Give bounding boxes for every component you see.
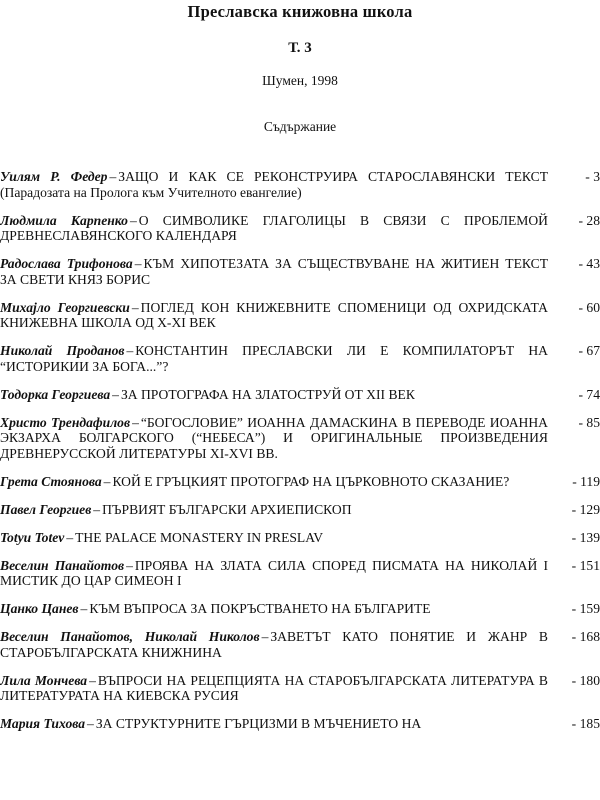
page-number: - 74 xyxy=(578,386,600,402)
separator: – xyxy=(112,386,119,402)
page-number: - 168 xyxy=(571,629,600,644)
page-number: - 3 xyxy=(585,169,600,184)
separator: – xyxy=(87,716,94,731)
entry-title: ЗА СТРУКТУРНИТЕ ГЪРЦИЗМИ В МЪЧЕНИЕТО НА xyxy=(95,716,422,731)
toc-entry xyxy=(0,169,600,200)
separator: – xyxy=(129,212,137,228)
entry-title: КЪМ ВЪПРОСА ЗА ПОКРЪСТВАНЕТО НА БЪЛГАРИТЕ xyxy=(89,601,431,616)
entry-author: Людмила Карпенко xyxy=(0,212,128,228)
page-number: - 129 xyxy=(571,501,600,517)
toc-entry xyxy=(0,716,600,732)
entry-title: THE PALACE MONASTERY IN PRESLAV xyxy=(75,529,324,545)
entry-author: Павел Георгиев xyxy=(0,501,92,517)
volume-number: Т. 3 xyxy=(288,40,312,56)
entry-title: КОЙ Е ГРЪЦКИЯТ ПРОТОГРАФ НА ЦЪРКОВНОТО СКАЗАНИЕ? xyxy=(112,473,510,489)
toc-entry xyxy=(0,256,600,287)
entry-title: ЗАЩО И КАК СЕ РЕКОНСТРУИРА СТАРОСЛАВЯНСКИ ТЕКСТ (Парадозата на Пролога към Учителното евангелие) xyxy=(0,169,548,200)
toc-entry xyxy=(0,213,600,244)
separator: – xyxy=(126,557,133,573)
place-and-year: Шумен, 1998 xyxy=(262,73,338,88)
toc-entry xyxy=(0,502,600,518)
page-number: - 119 xyxy=(572,473,600,489)
separator: – xyxy=(261,629,269,644)
separator: – xyxy=(89,672,96,688)
entry-author: Лила Мончева xyxy=(0,672,88,688)
separator: – xyxy=(109,169,117,184)
page-number: - 28 xyxy=(578,212,600,228)
page-number: - 60 xyxy=(578,299,600,315)
entry-author: Грета Стоянова xyxy=(0,473,102,489)
toc-entry xyxy=(0,343,600,374)
entry-title: КЪМ ХИПОТЕЗАТА ЗА СЪЩЕСТВУВАНЕ НА ЖИТИЕН ТЕКСТ ЗА СВЕТИ КНЯЗ БОРИС xyxy=(0,256,549,287)
entry-title: ВЪПРОСИ НА РЕЦЕПЦИЯТА НА СТАРОБЪЛГАРСКАТА ЛИТЕРАТУРА В ЛИТЕРАТУРАТА НА КИЕВСКА РУСИЯ xyxy=(0,672,549,703)
separator: – xyxy=(132,414,139,430)
entry-author: Михајло Георгиевски xyxy=(0,299,130,315)
toc-entry xyxy=(0,629,600,660)
toc-entry xyxy=(0,387,600,403)
page-number: - 139 xyxy=(571,529,600,545)
separator: – xyxy=(126,343,134,358)
toc-entry xyxy=(0,474,600,490)
entry-author: Тодорка Георгиева xyxy=(0,386,111,402)
entry-author: Цанко Цанев xyxy=(0,601,79,616)
toc-entry xyxy=(0,673,600,704)
toc-entry xyxy=(0,558,600,589)
entry-title: ЗА ПРОТОГРАФА НА ЗЛАТОСТРУЙ ОТ XII ВЕК xyxy=(120,386,415,402)
toc-entry xyxy=(0,300,600,331)
entry-author: Мария Тихова xyxy=(0,716,86,731)
separator: – xyxy=(66,529,74,545)
contents-heading: Съдържание xyxy=(263,119,337,134)
entry-author: Николай Проданов xyxy=(0,343,125,358)
entry-title: ПРОЯВА НА ЗЛАТА СИЛА СПОРЕД ПИСМАТА НА НИКОЛАЙ I МИСТИК ДО ЦАР СИМЕОН I xyxy=(0,557,548,588)
entry-author: Уилям Р. Федер xyxy=(0,169,108,184)
separator: – xyxy=(80,601,88,616)
entry-title: ЗАВЕТЪТ КАТО ПОНЯТИЕ И ЖАНР В СТАРОБЪЛГАРСКАТА КНИЖНИНА xyxy=(0,629,548,660)
entry-author: Веселин Панайотов xyxy=(0,557,125,573)
entry-title: “БОГОСЛОВИЕ” ИОАННА ДАМАСКИНА В ПЕРЕВОДЕ ИОАННА ЭКЗАРХА БОЛГАРСКОГО (“НЕБЕСА”) И ОРИГИНАЛЬНЫЕ ПРОИЗВЕДЕНИЯ ДРЕВНЕРУССКОЙ ЛИТЕРАТУРЫ XI-XVI ВВ. xyxy=(0,414,548,461)
entry-title: ПЪРВИЯТ БЪЛГАРСКИ АРХИЕПИСКОП xyxy=(102,501,352,517)
page-number: - 67 xyxy=(578,343,600,358)
page-number: - 185 xyxy=(571,716,600,731)
page-number: - 151 xyxy=(571,557,600,573)
page-number: - 180 xyxy=(571,672,600,688)
entry-author: Христо Трендафилов xyxy=(0,414,131,430)
entry-title: О СИМВОЛИКЕ ГЛАГОЛИЦЫ В СВЯЗИ С ПРОБЛЕМОЙ ДРЕВНЕСЛАВЯНСКОГО КАЛЕНДАРЯ xyxy=(0,212,548,243)
page-number: - 85 xyxy=(578,414,600,430)
page-number: - 43 xyxy=(578,256,600,271)
page-number: - 159 xyxy=(571,601,600,616)
entry-title: ПОГЛЕД КОН КНИЖЕВНИТЕ СПОМЕНИЦИ ОД ОХРИДСКАТА КНИЖЕВНА ШКОЛА ОД X-XI ВЕК xyxy=(0,299,548,330)
book-title: Преславска книжовна школа xyxy=(187,2,413,21)
table-of-contents xyxy=(0,169,600,744)
separator: – xyxy=(93,501,101,517)
entry-author: Веселин Панайотов, Николай Николов xyxy=(0,629,260,644)
entry-title: КОНСТАНТИН ПРЕСЛАВСКИ ЛИ Е КОМПИЛАТОРЪТ НА “ИСТОРИКИИ ЗА БОГА...”? xyxy=(0,343,548,374)
separator: – xyxy=(103,473,111,489)
entry-author: Радослава Трифонова xyxy=(0,256,133,271)
entry-author: Totyu Totev xyxy=(0,529,65,545)
toc-entry xyxy=(0,601,600,617)
separator: – xyxy=(134,256,142,271)
toc-entry xyxy=(0,530,600,546)
separator: – xyxy=(131,299,139,315)
toc-entry xyxy=(0,415,600,462)
